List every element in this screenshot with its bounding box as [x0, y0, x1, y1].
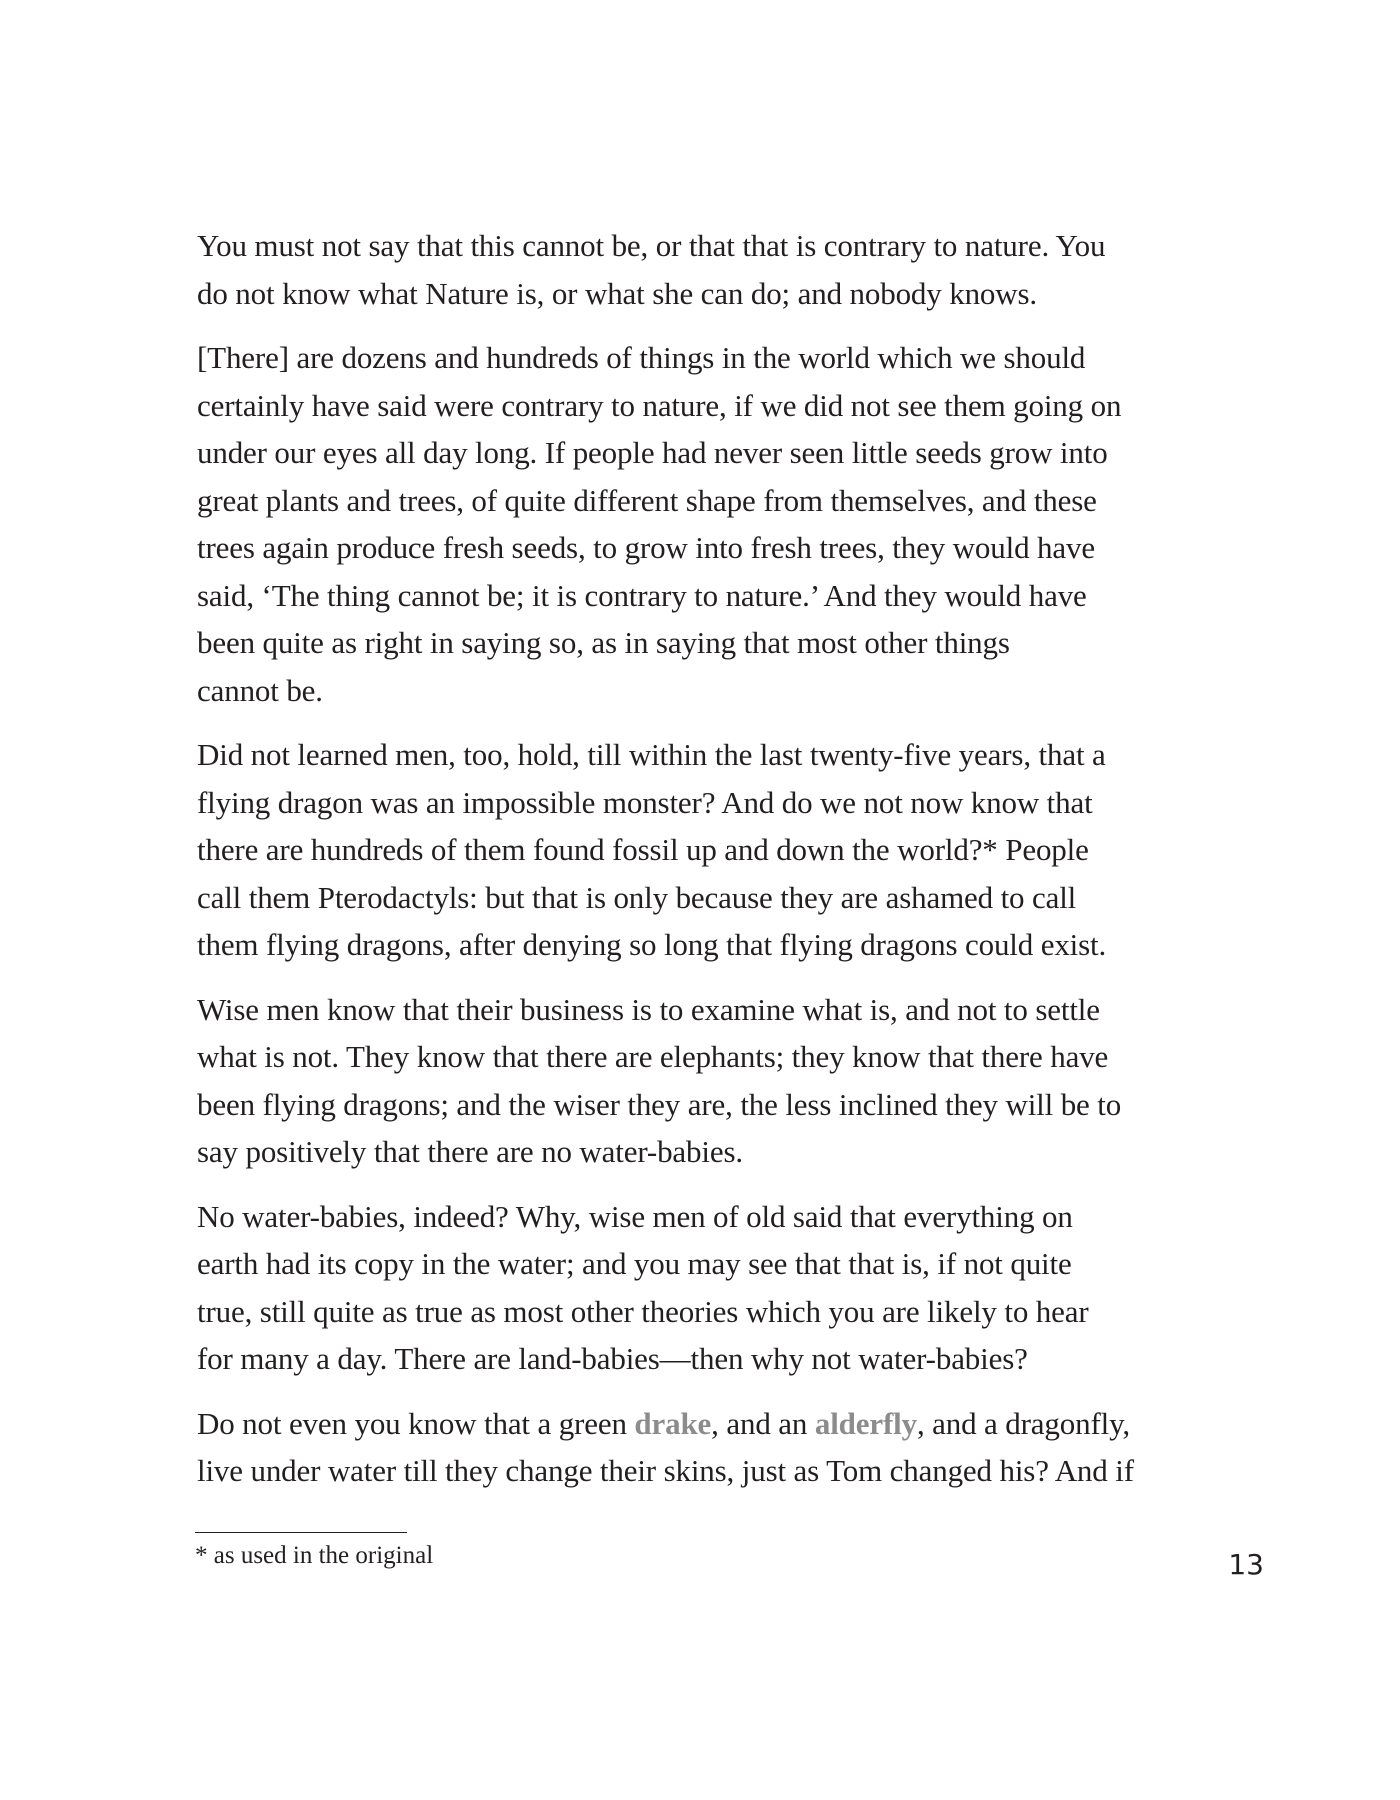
text-line: them flying dragons, after denying so long that flying dragons could exist.	[197, 927, 1107, 962]
text-line: earth had its copy in the water; and you may see that that is, if not quite	[197, 1246, 1072, 1281]
text-line: Did not learned men, too, hold, till within the last twenty-five years, that a	[197, 737, 1106, 772]
text-line: do not know what Nature is, or what she can do; and nobody knows.	[197, 275, 1038, 311]
paragraph-5	[197, 1193, 1227, 1383]
text-line: say positively that there are no water-babies.	[197, 1134, 743, 1169]
text-line: flying dragon was an impossible monster? And do we not now know that	[197, 784, 1093, 820]
text-line: trees again produce fresh seeds, to grow into fresh trees, they would have	[197, 530, 1095, 565]
text-line: Wise men know that their business is to examine what is, and not to settle	[197, 991, 1100, 1027]
text-line: certainly have said were contrary to nature, if we did not see them going on	[197, 387, 1122, 423]
text-line: You must not say that this cannot be, or that that is contrary to nature. You	[197, 228, 1106, 263]
highlighted-term-drake: drake	[634, 1405, 712, 1441]
text-line: [There] are dozens and hundreds of things in the world which we should	[197, 340, 1086, 375]
paragraph-4	[197, 986, 1227, 1176]
text-line: No water-babies, indeed? Why, wise men of old said that everything on	[197, 1198, 1073, 1234]
text-segment: Do not even you know that a green	[197, 1405, 635, 1441]
text-line: there are hundreds of them found fossil up and down the world?* People	[197, 832, 1089, 867]
footnote-rule	[195, 1532, 407, 1533]
text-line: been flying dragons; and the wiser they are, the less inclined they will be to	[197, 1086, 1122, 1122]
text-line	[197, 1400, 1227, 1448]
text-line: under our eyes all day long. If people had never seen little seeds grow into	[197, 435, 1108, 470]
text-line: been quite as right in saying so, as in saying that most other things	[197, 625, 1010, 660]
text-line: true, still quite as true as most other theories which you are likely to hear	[197, 1293, 1089, 1329]
paragraph-6	[197, 1400, 1227, 1495]
paragraph-1	[197, 222, 1227, 317]
footnote: * as used in the original	[195, 1542, 434, 1569]
text-line: for many a day. There are land-babies—then why not water-babies?	[197, 1341, 1028, 1376]
paragraph-3	[197, 731, 1227, 969]
text-line: cannot be.	[197, 672, 323, 708]
text-line: said, ‘The thing cannot be; it is contrary to nature.’ And they would have	[197, 577, 1087, 613]
page-body	[197, 222, 1227, 1512]
highlighted-term-alderfly: alderfly	[814, 1405, 917, 1441]
text-line: live under water till they change their skins, just as Tom changed his? And if	[197, 1453, 1134, 1488]
text-segment: , and an	[711, 1405, 815, 1441]
text-segment: , and a dragonfly,	[916, 1405, 1131, 1441]
text-line: great plants and trees, of quite different shape from themselves, and these	[197, 482, 1097, 518]
page-number: 13	[1228, 1548, 1264, 1581]
text-line: what is not. They know that there are elephants; they know that there have	[197, 1039, 1109, 1074]
paragraph-2	[197, 334, 1227, 714]
text-line: call them Pterodactyls: but that is only because they are ashamed to call	[197, 879, 1077, 915]
